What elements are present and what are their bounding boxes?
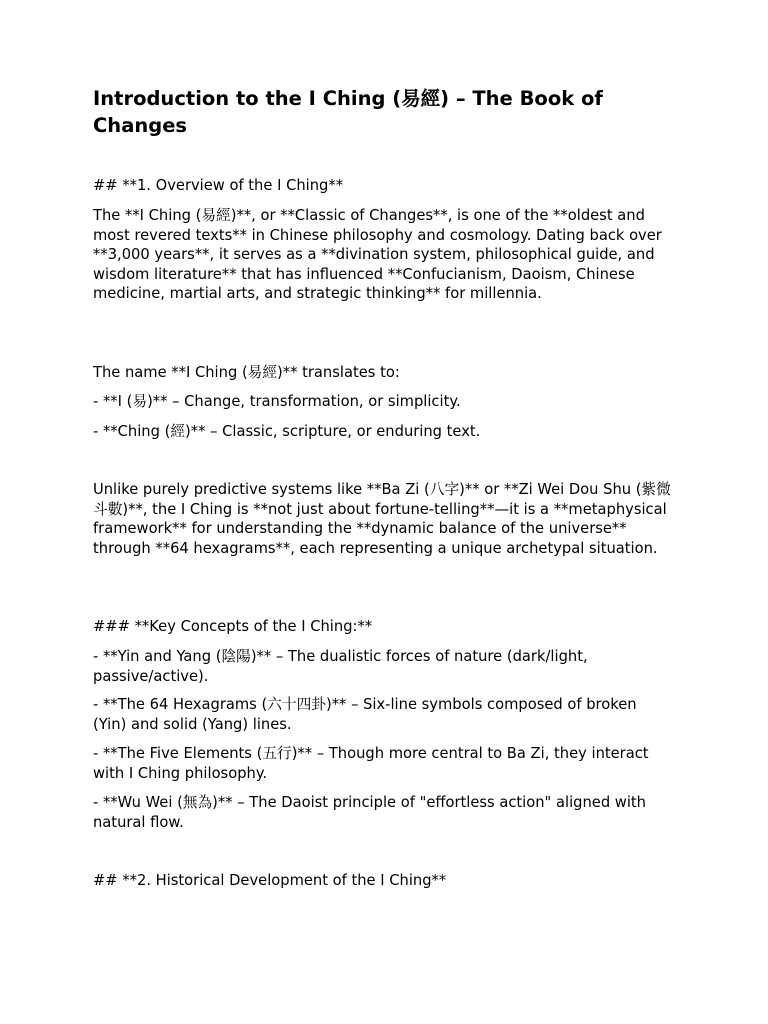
- key-concept-hexagrams: - **The 64 Hexagrams (六十四卦)** – Six-line symbols composed of broken (Yin) and solid (Yang) lines.: [93, 696, 637, 733]
- section-1-heading: ## **1. Overview of the I Ching**: [93, 177, 344, 194]
- document-title: Introduction to the I Ching (易經) – The Book of Changes: [93, 87, 603, 137]
- name-item-i: - **I (易)** – Change, transformation, or simplicity.: [93, 393, 461, 410]
- key-concept-five-elements: - **The Five Elements (五行)** – Though more central to Ba Zi, they interact with I Ching philosophy.: [93, 745, 649, 782]
- name-intro: The name **I Ching (易經)** translates to:: [93, 364, 400, 381]
- section-2-heading: ## **2. Historical Development of the I Ching**: [93, 872, 447, 889]
- key-concept-yin-yang: - **Yin and Yang (陰陽)** – The dualistic forces of nature (dark/light, passive/active).: [93, 648, 588, 685]
- name-item-ching: - **Ching (經)** – Classic, scripture, or enduring text.: [93, 423, 481, 440]
- overview-paragraph: The **I Ching (易經)**, or **Classic of Changes**, is one of the **oldest and most revered texts** in Chinese philosophy and cosmology. Dating back over **3,000 years**, it serves as a **divination system, philosophical guide, and wisdom literature** that has influenced **Confucianism, Daoism, Chinese medicine, martial arts, and strategic thinking** for millennia.: [93, 207, 662, 303]
- unlike-paragraph: Unlike purely predictive systems like **Ba Zi (八字)** or **Zi Wei Dou Shu (紫微斗數)**, the I Ching is **not just about fortune-telling**—it is a **metaphysical framework** for understanding the **dynamic balance of the universe** through **64 hexagrams**, each representing a unique archetypal situation.: [93, 481, 671, 557]
- key-concepts-heading: ### **Key Concepts of the I Ching:**: [93, 618, 373, 635]
- key-concept-wu-wei: - **Wu Wei (無為)** – The Daoist principle of "effortless action" aligned with natural flow.: [93, 794, 646, 831]
